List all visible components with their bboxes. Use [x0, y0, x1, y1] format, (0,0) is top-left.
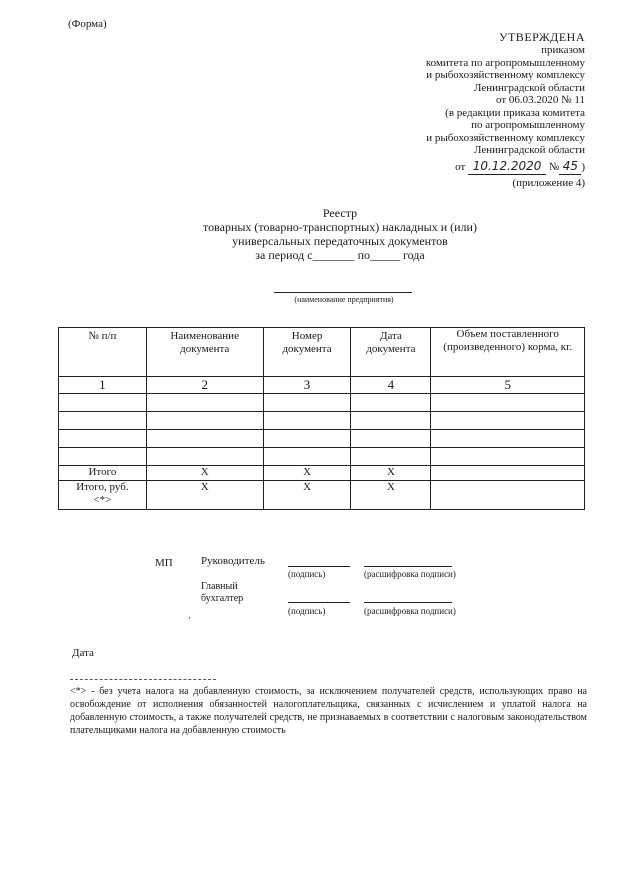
approval-line: (в редакции приказа комитета	[445, 106, 585, 119]
chief-accountant-label-2: бухгалтер	[201, 593, 244, 604]
approval-line: Ленинградской области	[474, 81, 585, 94]
column-number: 3	[263, 377, 351, 394]
x-mark: Х	[146, 466, 263, 481]
table-row	[59, 412, 585, 430]
chief-accountant-label-1: Главный	[201, 581, 238, 592]
x-mark: Х	[263, 481, 351, 510]
heading-line: товарных (товарно-транспортных) накладных и (или)	[203, 220, 477, 234]
approval-block	[345, 30, 585, 189]
accountant-signature-line	[288, 592, 350, 603]
column-number: 2	[146, 377, 263, 394]
closing-paren: )	[581, 160, 585, 173]
total-rub-row	[59, 481, 585, 510]
total-row	[59, 466, 585, 481]
date-prefix: от	[455, 160, 466, 173]
number-prefix: №	[548, 160, 560, 173]
x-mark: Х	[146, 481, 263, 510]
header-cell: Наименование документа	[146, 328, 263, 377]
header-cell: Объем поставленного (произведенного) корма, кг.	[431, 328, 585, 377]
header-cell: Номер документа	[263, 328, 351, 377]
x-mark: Х	[263, 466, 351, 481]
approval-line: по агропромышленному	[471, 119, 585, 131]
signature-caption: (подпись)	[288, 606, 326, 616]
x-mark: Х	[351, 466, 431, 481]
approval-line: приказом	[541, 44, 585, 56]
handwritten-number: 45	[559, 159, 581, 175]
accountant-decoding-line	[364, 592, 452, 603]
head-signature-line	[288, 556, 350, 567]
date-label: Дата	[72, 647, 94, 659]
decoding-caption: (расшифровка подписи)	[364, 569, 456, 579]
column-number: 5	[431, 377, 585, 394]
document-heading	[140, 206, 540, 262]
table-number-row	[59, 377, 585, 394]
total-label: Итого	[59, 466, 147, 481]
table-header-row	[59, 328, 585, 377]
approval-line: от 06.03.2020 № 11	[496, 94, 585, 106]
table-row	[59, 448, 585, 466]
signature-caption: (подпись)	[288, 569, 326, 579]
table-row	[59, 430, 585, 448]
footnote-separator	[70, 679, 216, 680]
column-number: 1	[59, 377, 147, 394]
approval-line: и рыбохозяйственному комплексу	[426, 131, 585, 144]
enterprise-caption: (наименование предприятия)	[294, 295, 394, 304]
registry-table	[58, 327, 585, 510]
heading-period: за период с_______ по_____ года	[255, 248, 425, 262]
appendix-note: (приложение 4)	[512, 176, 585, 189]
total-rub-label: Итого, руб. <*>	[59, 481, 147, 510]
x-mark: Х	[351, 481, 431, 510]
stamp-place-label: МП	[155, 557, 173, 569]
table-row	[59, 394, 585, 412]
approval-line: и рыбохозяйственному комплексу	[426, 69, 585, 81]
decoding-caption: (расшифровка подписи)	[364, 606, 456, 616]
amendment-date-line	[345, 159, 585, 175]
header-cell: Дата документа	[351, 328, 431, 377]
form-label: (Форма)	[68, 18, 107, 30]
head-label: Руководитель	[201, 555, 265, 567]
heading-title: Реестр	[322, 206, 358, 220]
approval-title: УТВЕРЖДЕНА	[498, 30, 585, 44]
head-decoding-line	[364, 556, 452, 567]
approval-line: Ленинградской области	[474, 144, 585, 156]
header-cell: № п/п	[59, 328, 147, 377]
approval-line: комитета по агропромышленному	[425, 56, 585, 69]
scan-mark: ‚	[188, 610, 191, 620]
handwritten-date: 10.12.2020	[468, 159, 546, 175]
heading-line: универсальных передаточных документов	[232, 234, 448, 248]
footnote-text: <*> - без учета налога на добавленную стоимость, за исключением получателей средств, использующих право на освобождение от исполнения обязанностей налогоплательщика, связанных с исчислением и уплатой налога на добавленную стоимость, а также получателей средств, не признаваемых в соответствии с налоговым законодательством плательщиками налога на добавленную стоимость	[70, 686, 587, 736]
column-number: 4	[351, 377, 431, 394]
enterprise-name-line	[274, 292, 412, 293]
